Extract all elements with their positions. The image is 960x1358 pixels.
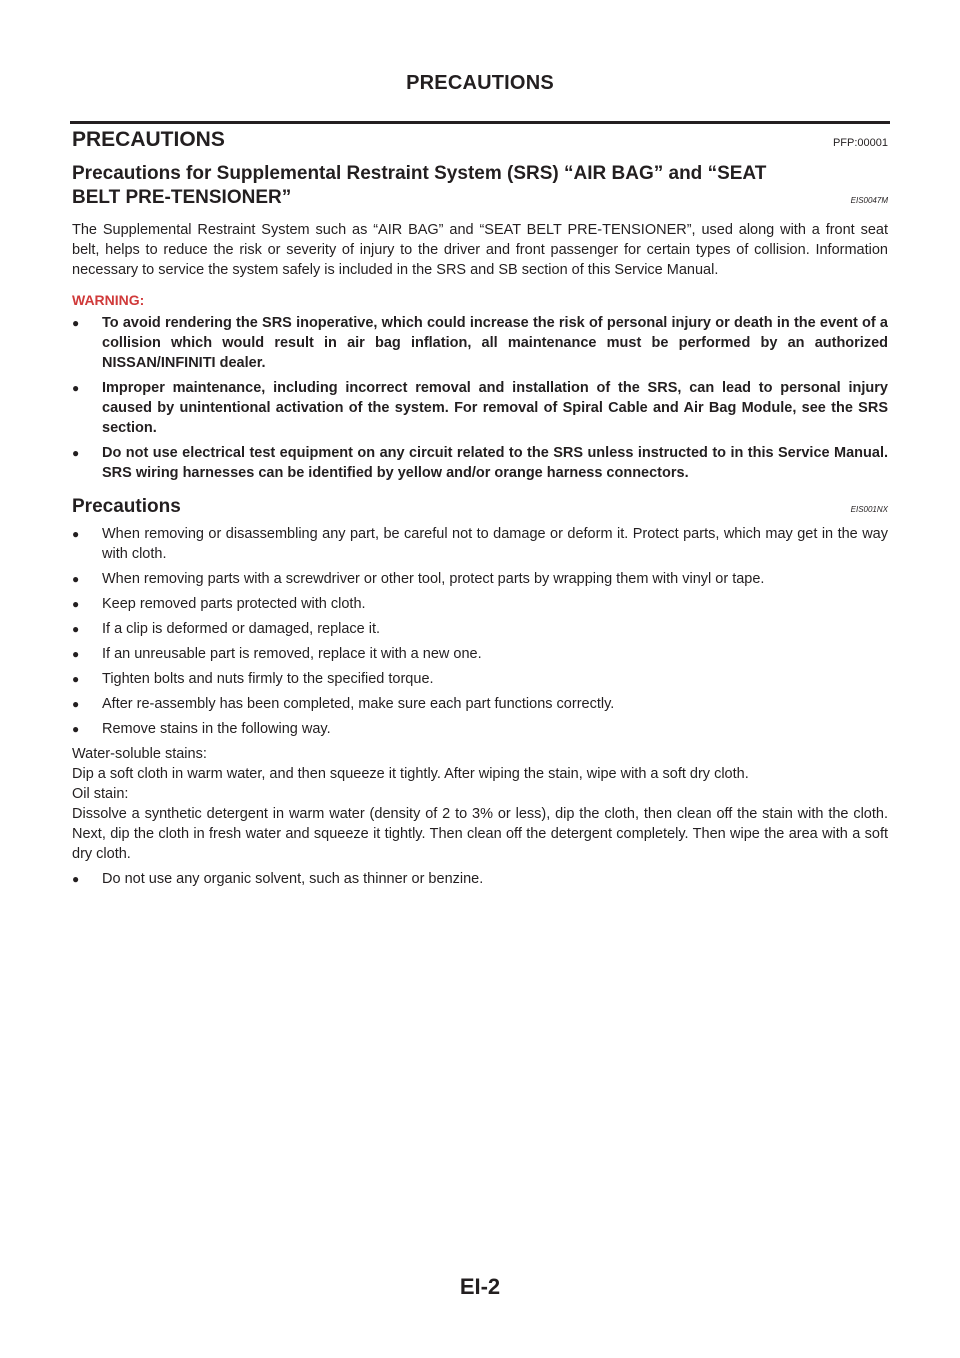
bullet-icon: ●: [72, 647, 80, 661]
srs-title-line2: BELT PRE-TENSIONER”: [72, 187, 292, 208]
running-header: PRECAUTIONS: [406, 72, 554, 94]
precaution-text: Tighten bolts and nuts firmly to the specified torque.: [102, 671, 434, 687]
final-list: [72, 869, 888, 889]
precautions-heading: [72, 495, 888, 519]
list-item: [72, 694, 888, 714]
water-stain-text: Dip a soft cloth in warm water, and then squeeze it tightly. After wiping the stain, wipe with a soft dry cloth.: [72, 766, 749, 782]
oil-stain-text: Dissolve a synthetic detergent in warm water (density of 2 to 3% or less), dip the cloth, then clean off the stain with the cloth. Next, dip the cloth in fresh water and squeeze it tightly. Then clean off the detergent completely. Then wipe the area with a soft dry cloth.: [72, 806, 888, 862]
section-heading: [72, 128, 888, 152]
precaution-text: Do not use any organic solvent, such as thinner or benzine.: [102, 871, 484, 887]
list-item: [72, 594, 888, 614]
precaution-text: Remove stains in the following way.: [102, 721, 331, 737]
precautions-title: Precautions: [72, 496, 181, 517]
precaution-text: When removing or disassembling any part, be careful not to damage or deform it. Protect parts, which may get in the way with cloth.: [102, 526, 888, 562]
bullet-icon: ●: [72, 527, 80, 541]
srs-code: EIS0047M: [850, 196, 888, 205]
bullet-icon: ●: [72, 697, 80, 711]
warning-text: Improper maintenance, including incorrect removal and installation of the SRS, can lead to personal injury caused by unintentional activation of the system. For removal of Spiral Cable and Air Bag Module, see the SRS section.: [102, 380, 888, 436]
water-stain-label: Water-soluble stains:: [72, 746, 207, 762]
precautions-list: [72, 524, 888, 739]
warning-label: WARNING:: [72, 292, 145, 308]
list-item: [72, 619, 888, 639]
page-number: EI-2: [459, 1274, 501, 1299]
list-item: [72, 719, 888, 739]
bullet-icon: ●: [72, 446, 80, 460]
precaution-text: After re-assembly has been completed, make sure each part functions correctly.: [102, 696, 615, 712]
list-item: [72, 669, 888, 689]
page-content: [72, 124, 888, 889]
bullet-icon: ●: [72, 722, 80, 736]
oil-stain-label: Oil stain:: [72, 786, 129, 802]
precaution-text: When removing parts with a screwdriver or other tool, protect parts by wrapping them with vinyl or tape.: [102, 571, 765, 587]
precautions-code: EIS001NX: [850, 505, 888, 514]
bullet-icon: ●: [72, 672, 80, 686]
list-item: [72, 443, 888, 483]
srs-intro: The Supplemental Restraint System such as “AIR BAG” and “SEAT BELT PRE-TENSIONER”, used along with a front seat belt, helps to reduce the risk or severity of injury to the driver and front passenger for certain types of collision. Information necessary to service the system safely is included in the SRS and SB section of this Service Manual.: [72, 222, 888, 278]
warning-text: To avoid rendering the SRS inoperative, which could increase the risk of personal injury or death in the event of a collision which would result in air bag inflation, all maintenance must be performed by an authorized NISSAN/INFINITI dealer.: [102, 315, 888, 371]
bullet-icon: ●: [72, 622, 80, 636]
list-item: [72, 569, 888, 589]
section-code: PFP:00001: [832, 137, 888, 149]
precaution-text: If an unreusable part is removed, replace it with a new one.: [102, 646, 482, 662]
precaution-text: Keep removed parts protected with cloth.: [102, 596, 366, 612]
section-title: PRECAUTIONS: [72, 128, 225, 151]
list-item: [72, 313, 888, 373]
bullet-icon: ●: [72, 316, 80, 330]
warning-text: Do not use electrical test equipment on any circuit related to the SRS unless instructed to in this Service Manual. SRS wiring harnesses can be identified by yellow and/or orange harness connectors.: [102, 445, 888, 481]
precaution-text: If a clip is deformed or damaged, replace it.: [102, 621, 381, 637]
bullet-icon: ●: [72, 381, 80, 395]
list-item: [72, 644, 888, 664]
list-item: [72, 869, 888, 889]
list-item: [72, 524, 888, 564]
srs-title-line1: Precautions for Supplemental Restraint System (SRS) “AIR BAG” and “SEAT: [72, 163, 767, 184]
bullet-icon: ●: [72, 597, 80, 611]
warning-list: [72, 313, 888, 483]
bullet-icon: ●: [72, 872, 80, 886]
srs-title: [72, 162, 766, 210]
bullet-icon: ●: [72, 572, 80, 586]
srs-heading: [72, 162, 888, 210]
stain-instructions: [72, 744, 888, 864]
list-item: [72, 378, 888, 438]
